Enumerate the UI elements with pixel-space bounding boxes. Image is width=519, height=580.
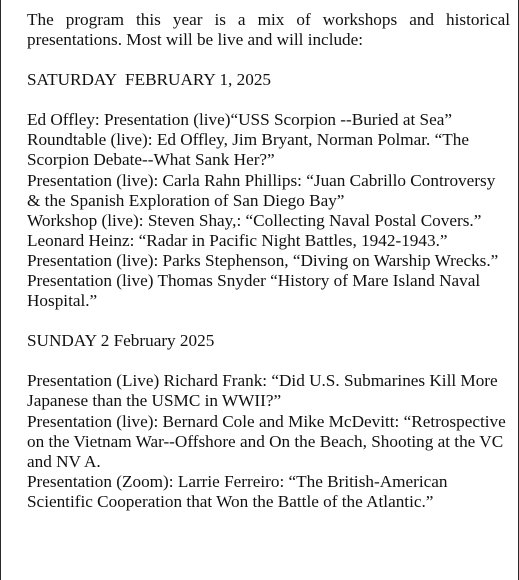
intro-paragraph: The program this year is a mix of workshops and historical presentations. Most will be live and will include:: [27, 10, 510, 50]
sunday-section: [27, 331, 510, 512]
program-entry: Presentation (live): Bernard Cole and Mike McDevitt: “Retrospective on the Vietnam War--Offshore and On the Beach, Shooting at the VC and NV A.: [27, 411, 506, 471]
program-entry: Presentation (live) Thomas Snyder “History of Mare Island Naval Hospital.”: [27, 271, 481, 311]
program-entry: Presentation (Live) Richard Frank: “Did U.S. Submarines Kill More Japanese than the USMC in WWII?”: [27, 371, 498, 411]
program-entry: Presentation (live): Parks Stephenson, “Diving on Warship Wrecks.”: [27, 250, 499, 270]
program-entry: Presentation (live): Carla Rahn Phillips: “Juan Cabrillo Controversy & the Spanish Exploration of San Diego Bay”: [27, 170, 496, 210]
program-entry: Ed Offley: Presentation (live)“USS Scorpion --Buried at Sea”: [27, 110, 452, 130]
program-entry: Roundtable (live): Ed Offley, Jim Bryant, Norman Polmar. “The Scorpion Debate--What Sank Her?”: [27, 130, 470, 170]
program-entry: Leonard Heinz: “Radar in Pacific Night Battles, 1942-1943.”: [27, 230, 448, 250]
program-entry: Presentation (Zoom): Larrie Ferreiro: “The British-American Scientific Cooperation that Won the Battle of the Atlantic.”: [27, 471, 448, 511]
saturday-section: [27, 70, 510, 311]
program-entry: Workshop (live): Steven Shay,: “Collecting Naval Postal Covers.”: [27, 210, 482, 230]
sunday-heading: SUNDAY 2 February 2025: [27, 331, 215, 351]
saturday-heading: SATURDAY FEBRUARY 1, 2025: [27, 70, 272, 90]
